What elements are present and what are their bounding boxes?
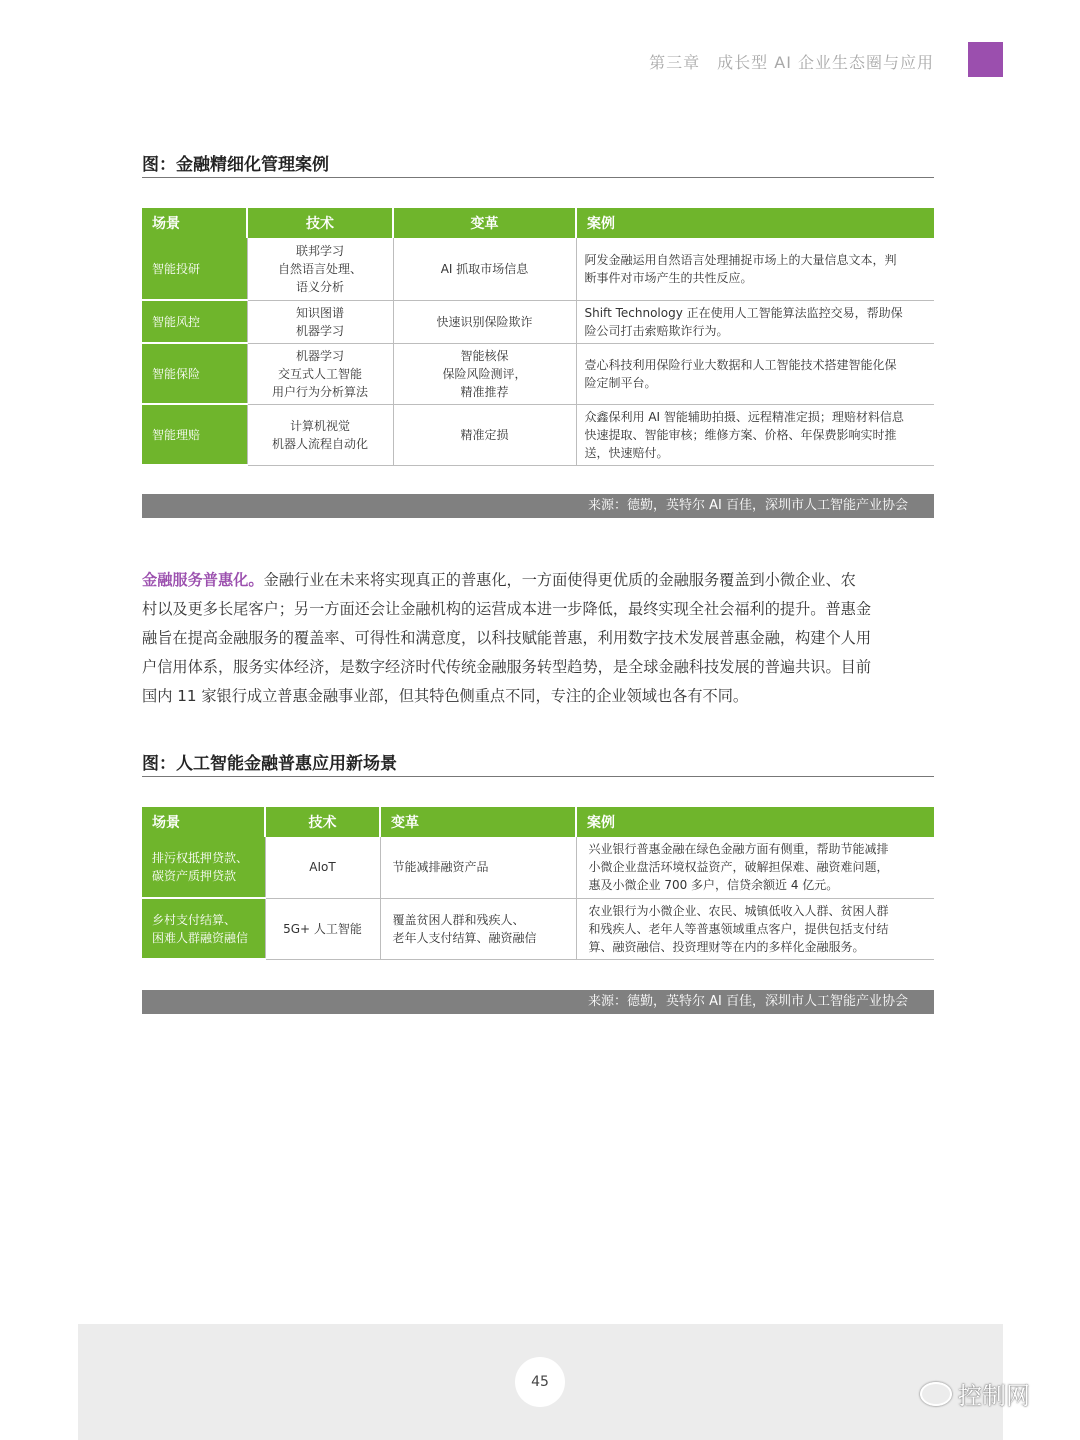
case-line: 阿发金融运用自然语言处理捕捉市场上的大量信息文本，判 [584,252,897,267]
case-line: Shift Technology 正在使用人工智能算法监控交易，帮助保 [584,305,903,320]
case-cell [576,238,934,300]
case-line: 险定制平台。 [584,375,657,390]
chapter-header: 第三章 成长型 AI 企业生态圈与应用 [649,53,934,72]
case-line: 惠及小微企业 700 多户，信贷余额近 4 亿元。 [588,878,839,893]
change-cell [380,898,576,959]
col-header-scene: 场景 [142,208,247,238]
table-row [142,837,934,898]
case-line: 壹心科技利用保险行业大数据和人工智能技术搭建智能化保 [584,357,897,372]
page-number: 45 [515,1357,565,1407]
change-line: 保险风险测评， [442,366,527,381]
col-header-case: 案例 [576,807,934,837]
scene-cell: 智能理赔 [142,404,247,465]
change-line: 节能减排融资产品 [392,860,489,875]
tech-cell [247,343,393,404]
scene-cell [142,837,265,898]
col-header-change: 变革 [380,807,576,837]
col-header-scene: 场景 [142,807,265,837]
case-line: 算、融资融信、投资理财等在内的多样化金融服务。 [588,939,865,954]
wechat-icon [920,1382,952,1406]
figure-rule-2 [142,776,934,777]
tech-line: 知识图谱 [295,305,344,320]
tech-line: AIoT [309,860,336,875]
tech-cell [265,837,380,898]
scene-line: 困难人群融资融信 [152,930,249,945]
table-finance-management [142,208,934,466]
change-cell [380,837,576,898]
chapter-color-block [968,42,1003,77]
case-line: 众鑫保利用 AI 智能辅助拍摄、远程精准定损；理赔材料信息 [584,409,904,424]
case-line: 快速提取、智能审核；维修方案、价格、年保费影响实时推 [584,427,897,442]
tech-cell [247,300,393,343]
scene-cell: 智能风控 [142,300,247,343]
tech-cell [265,898,380,959]
body-paragraph [142,566,937,711]
tech-cell [247,238,393,300]
col-header-tech: 技术 [247,208,393,238]
case-line: 兴业银行普惠金融在绿色金融方面有侧重，帮助节能减排 [588,842,889,857]
change-line: 精准推荐 [460,384,509,399]
case-cell [576,898,934,959]
tech-line: 联邦学习 [295,243,344,258]
change-line: 老年人支付结算、融资融信 [392,930,537,945]
change-cell [393,238,576,300]
change-line: 快速识别保险欺诈 [436,314,533,329]
change-cell [393,404,576,465]
scene-line: 碳资产质押贷款 [152,869,237,883]
table-row [142,404,934,465]
table-row [142,898,934,959]
paragraph-highlight: 金融服务普惠化。 [142,571,264,589]
tech-line: 自然语言处理、 [277,261,362,276]
change-line: 智能核保 [460,348,509,363]
case-line: 农业银行为小微企业、农民、城镇低收入人群、贫困人群 [588,903,889,918]
tech-line: 机器学习 [295,348,344,363]
table-header-row [142,208,934,238]
case-line: 险公司打击索赔欺诈行为。 [584,323,729,338]
col-header-case: 案例 [576,208,934,238]
table-row [142,343,934,404]
tech-line: 交互式人工智能 [277,366,362,381]
tech-cell [247,404,393,465]
figure-rule-1 [142,177,934,178]
table-inclusive-finance [142,807,934,960]
paragraph-line: 户信用体系，服务实体经济，是数字经济时代传统金融服务转型趋势，是全球金融科技发展的普遍共识。目前 [142,658,871,676]
tech-line: 5G+ 人工智能 [283,921,362,936]
tech-line: 计算机视觉 [289,418,350,433]
case-line: 和残疾人、老年人等普惠领域重点客户，提供包括支付结 [588,921,889,936]
table-header-row [142,807,934,837]
source-bar-2: 来源：德勤，英特尔 AI 百佳，深圳市人工智能产业协会 [142,990,934,1014]
change-cell [393,300,576,343]
paragraph-line: 金融服务普惠化。金融行业在未来将实现真正的普惠化，一方面使得更优质的金融服务覆盖到小微企业、农 [142,571,856,589]
figure-title-1: 图：金融精细化管理案例 [142,155,329,175]
case-cell [576,837,934,898]
tech-line: 机器人流程自动化 [271,436,368,451]
case-line: 断事件对市场产生的共性反应。 [584,270,753,285]
tech-line: 语义分析 [295,279,344,294]
table-row [142,238,934,300]
case-line: 送，快速赔付。 [584,445,669,460]
tech-line: 机器学习 [295,323,344,338]
change-line: 精准定损 [460,427,509,442]
case-cell [576,300,934,343]
case-cell [576,343,934,404]
col-header-change: 变革 [393,208,576,238]
scene-cell [142,898,265,959]
watermark-text: 控制网 [958,1382,1030,1410]
change-cell [393,343,576,404]
tech-line: 用户行为分析算法 [271,384,368,399]
source-bar-1: 来源：德勤，英特尔 AI 百佳，深圳市人工智能产业协会 [142,494,934,518]
case-cell [576,404,934,465]
watermark [920,1376,1030,1411]
change-line: 覆盖贫困人群和残疾人、 [392,912,525,927]
table-row [142,300,934,343]
scene-cell: 智能保险 [142,343,247,404]
col-header-tech: 技术 [265,807,380,837]
change-line: AI 抓取市场信息 [440,261,529,276]
paragraph-line: 融旨在提高金融服务的覆盖率、可得性和满意度，以科技赋能普惠，利用数字技术发展普惠金融，构建个人用 [142,629,871,647]
case-line: 小微企业盘活环境权益资产，破解担保难、融资难问题， [588,860,889,875]
scene-line: 排污权抵押贷款、 [152,851,249,865]
paragraph-line: 国内 11 家银行成立普惠金融事业部，但其特色侧重点不同，专注的企业领域也各有不同。 [142,687,749,705]
scene-cell: 智能投研 [142,238,247,300]
scene-line: 乡村支付结算、 [152,912,237,927]
paragraph-line: 村以及更多长尾客户；另一方面还会让金融机构的运营成本进一步降低，最终实现全社会福利的提升。普惠金 [142,600,871,618]
figure-title-2: 图：人工智能金融普惠应用新场景 [142,754,397,774]
